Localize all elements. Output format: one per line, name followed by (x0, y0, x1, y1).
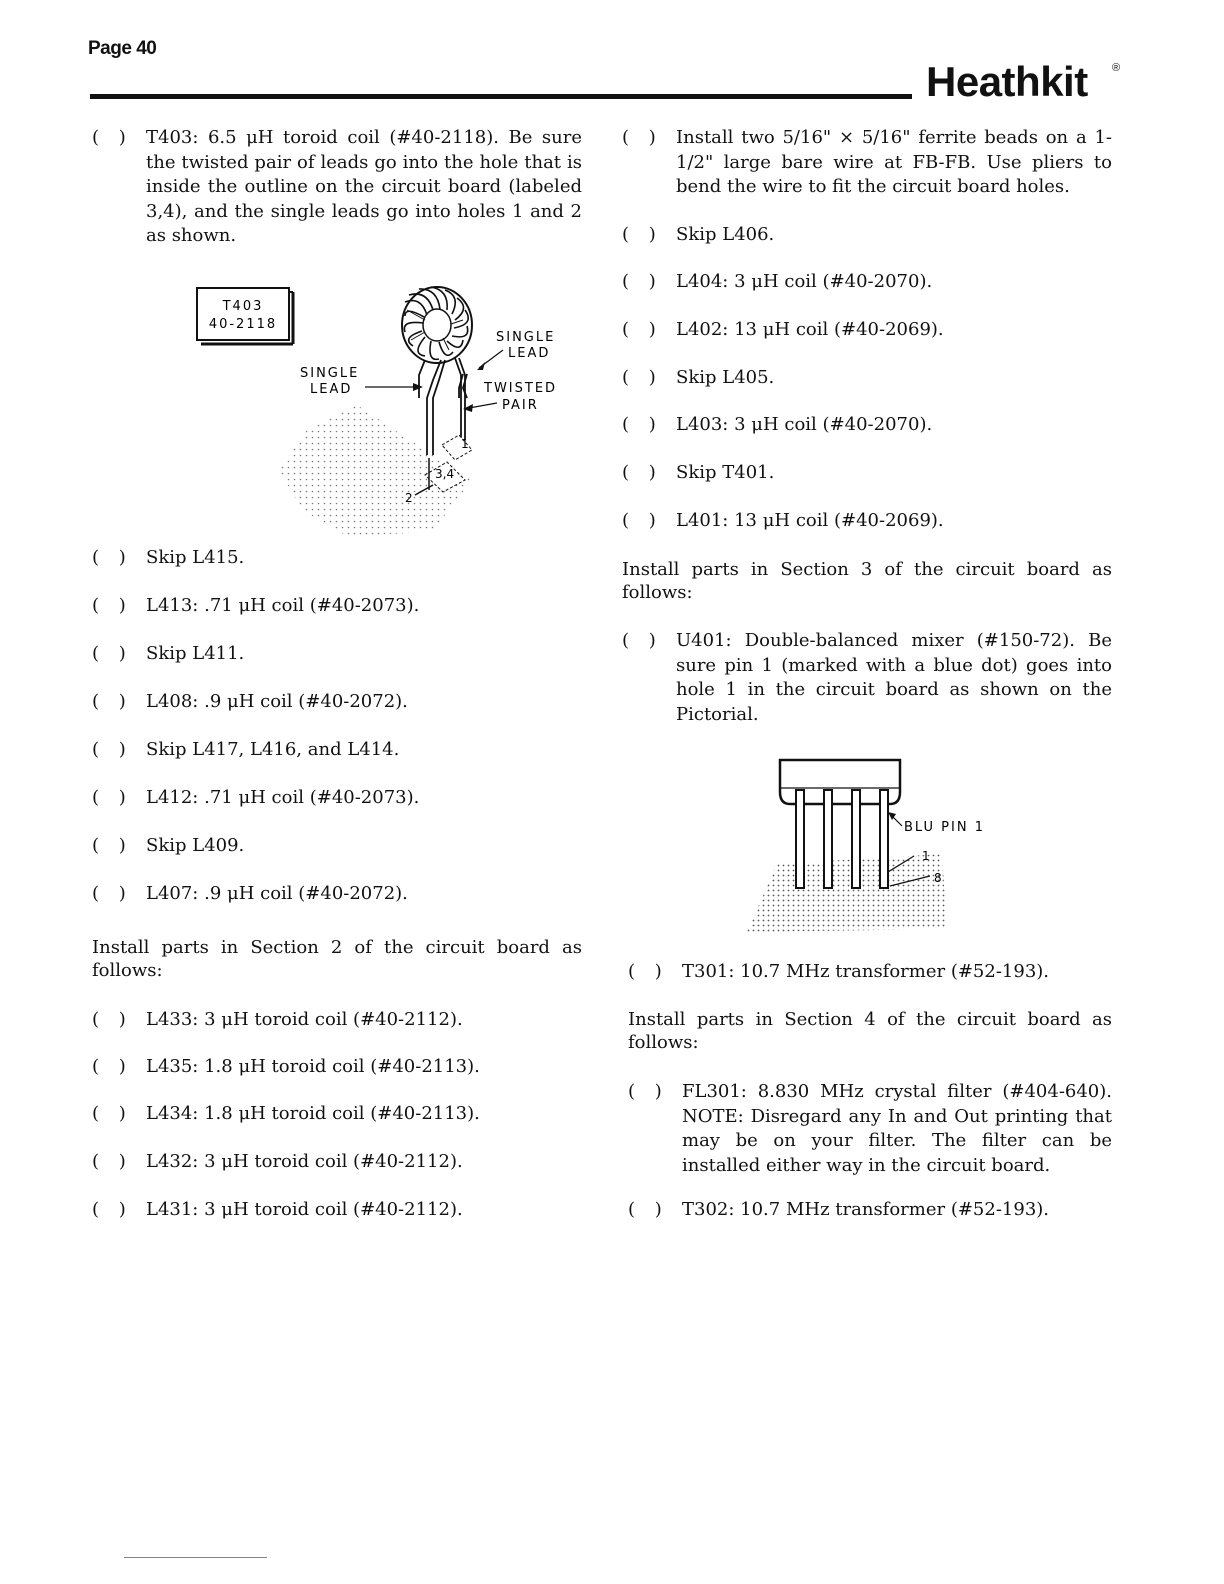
step-text: L401: 13 μH coil (#40-2069). (676, 510, 944, 531)
step-skip-l405 (622, 366, 1112, 391)
step-l435 (92, 1055, 582, 1080)
header-rule (90, 94, 912, 99)
step-l413 (92, 594, 582, 619)
part-label-line-1: T403 (222, 299, 264, 314)
step-text: L404: 3 μH coil (#40-2070). (676, 271, 933, 292)
step-text: L435: 1.8 μH toroid coil (#40-2113). (146, 1056, 480, 1077)
checkbox[interactable]: ( ) (622, 630, 663, 651)
checkbox[interactable]: ( ) (92, 127, 133, 148)
step-fl301 (622, 1080, 1112, 1178)
checkbox[interactable]: ( ) (92, 883, 133, 904)
step-l408 (92, 690, 582, 715)
checkbox[interactable]: ( ) (92, 1009, 133, 1030)
checkbox[interactable]: ( ) (92, 595, 133, 616)
hole-1-label: 1 (461, 437, 469, 451)
checkbox[interactable]: ( ) (92, 547, 133, 568)
step-l412 (92, 786, 582, 811)
step-text: T403: 6.5 μH toroid coil (#40-2118). Be sure the twisted pair of leads go into the hole that is inside the outline on the circuit board (labeled 3,4), and the single leads go into holes 1 and 2 as shown. (146, 127, 582, 246)
step-skip-l406 (622, 223, 1112, 248)
step-text: FL301: 8.830 MHz crystal filter (#404-640). NOTE: Disregard any In and Out printing that may be on your filter. The filter can be installed either way in the circuit board. (682, 1081, 1112, 1176)
footer-line (124, 1557, 267, 1558)
hole-2-label: 2 (405, 491, 413, 505)
step-skip-t401 (622, 461, 1112, 486)
checkbox[interactable]: ( ) (622, 414, 663, 435)
step-skip-l411 (92, 642, 582, 667)
step-l407 (92, 882, 582, 907)
step-l431 (92, 1198, 582, 1223)
checkbox[interactable]: ( ) (92, 1103, 133, 1124)
checkbox[interactable]: ( ) (628, 961, 669, 982)
step-text: L403: 3 μH coil (#40-2070). (676, 414, 933, 435)
step-text: Skip L405. (676, 367, 775, 388)
checkbox[interactable]: ( ) (92, 739, 133, 760)
step-skip-l409 (92, 834, 582, 859)
page-number: Page 40 (88, 38, 157, 59)
single-lead-left-label-2: LEAD (310, 382, 353, 397)
step-t403 (92, 126, 582, 249)
checkbox[interactable]: ( ) (92, 787, 133, 808)
toroid-figure (197, 280, 558, 544)
checkbox[interactable]: ( ) (92, 1199, 133, 1220)
twisted-pair-label-1: TWISTED (484, 381, 558, 396)
checkbox[interactable]: ( ) (622, 319, 663, 340)
step-text: L413: .71 μH coil (#40-2073). (146, 595, 420, 616)
checkbox[interactable]: ( ) (92, 1056, 133, 1077)
step-text: U401: Double-balanced mixer (#150-72). Be sure pin 1 (marked with a blue dot) goes into hole 1 in the circuit board as shown on the Pictorial. (676, 630, 1112, 725)
step-skip-l417-l416-l414 (92, 738, 582, 763)
checkbox[interactable]: ( ) (92, 835, 133, 856)
step-l434 (92, 1102, 582, 1127)
step-text: L433: 3 μH toroid coil (#40-2112). (146, 1009, 463, 1030)
step-l402 (622, 318, 1112, 343)
step-text: L412: .71 μH coil (#40-2073). (146, 787, 420, 808)
blue-pin-1-label: BLU PIN 1 (904, 820, 985, 835)
hole-3-4-label: 3,4 (435, 467, 455, 481)
checkbox[interactable]: ( ) (622, 510, 663, 531)
step-l401 (622, 509, 1112, 534)
step-text: L431: 3 μH toroid coil (#40-2112). (146, 1199, 463, 1220)
registered-mark: ® (1112, 62, 1121, 74)
step-l433 (92, 1008, 582, 1033)
step-ferrite-beads (622, 126, 1112, 200)
single-lead-right-label-1: SINGLE (496, 330, 556, 345)
step-text: L432: 3 μH toroid coil (#40-2112). (146, 1151, 463, 1172)
step-t301 (622, 960, 1112, 985)
step-text: Skip L417, L416, and L414. (146, 739, 400, 760)
mixer-diagram (742, 754, 1012, 934)
checkbox[interactable]: ( ) (622, 367, 663, 388)
step-text: L434: 1.8 μH toroid coil (#40-2113). (146, 1103, 480, 1124)
checkbox[interactable]: ( ) (628, 1199, 669, 1220)
pin-1-label: 1 (922, 849, 930, 863)
single-lead-left-label-1: SINGLE (300, 366, 360, 381)
step-text: T302: 10.7 MHz transformer (#52-193). (682, 1199, 1050, 1220)
step-text: Skip T401. (676, 462, 775, 483)
step-text: Skip L409. (146, 835, 245, 856)
section-4-intro: Install parts in Section 4 of the circuit board as follows: (628, 1009, 1112, 1053)
checkbox[interactable]: ( ) (92, 691, 133, 712)
step-text: T301: 10.7 MHz transformer (#52-193). (682, 961, 1050, 982)
section-2-intro: Install parts in Section 2 of the circuit board as follows: (92, 937, 582, 981)
step-text: Skip L415. (146, 547, 245, 568)
brand-logo: Heathkit (926, 58, 1088, 105)
checkbox[interactable]: ( ) (92, 643, 133, 664)
step-skip-l415 (92, 546, 582, 571)
step-l432 (92, 1150, 582, 1175)
step-text: L408: .9 μH coil (#40-2072). (146, 691, 408, 712)
step-u401 (622, 629, 1112, 727)
part-label-line-2: 40-2118 (208, 317, 278, 332)
circuit-board-area (747, 854, 947, 932)
step-text: L402: 13 μH coil (#40-2069). (676, 319, 944, 340)
step-t302 (622, 1198, 1112, 1223)
pin-8-label: 8 (934, 871, 942, 885)
step-text: Install two 5/16" × 5/16" ferrite beads on a 1-1/2" large bare wire at FB-FB. Use pliers to bend the wire to fit the circuit board holes. (676, 127, 1112, 197)
checkbox[interactable]: ( ) (622, 462, 663, 483)
checkbox[interactable]: ( ) (622, 224, 663, 245)
step-text: L407: .9 μH coil (#40-2072). (146, 883, 408, 904)
step-text: Skip L406. (676, 224, 775, 245)
checkbox[interactable]: ( ) (92, 1151, 133, 1172)
checkbox[interactable]: ( ) (622, 127, 663, 148)
section-3-intro: Install parts in Section 3 of the circuit board as follows: (622, 559, 1112, 603)
twisted-pair-label-2: PAIR (502, 398, 539, 413)
step-l403 (622, 413, 1112, 438)
toroid-coil (402, 287, 472, 363)
step-text: Skip L411. (146, 643, 245, 664)
checkbox[interactable]: ( ) (622, 271, 663, 292)
single-lead-right-label-2: LEAD (508, 346, 551, 361)
step-l404 (622, 270, 1112, 295)
mixer-figure (742, 754, 1012, 938)
toroid-diagram (197, 280, 558, 540)
part-label-box (197, 288, 289, 340)
checkbox[interactable]: ( ) (628, 1081, 669, 1102)
